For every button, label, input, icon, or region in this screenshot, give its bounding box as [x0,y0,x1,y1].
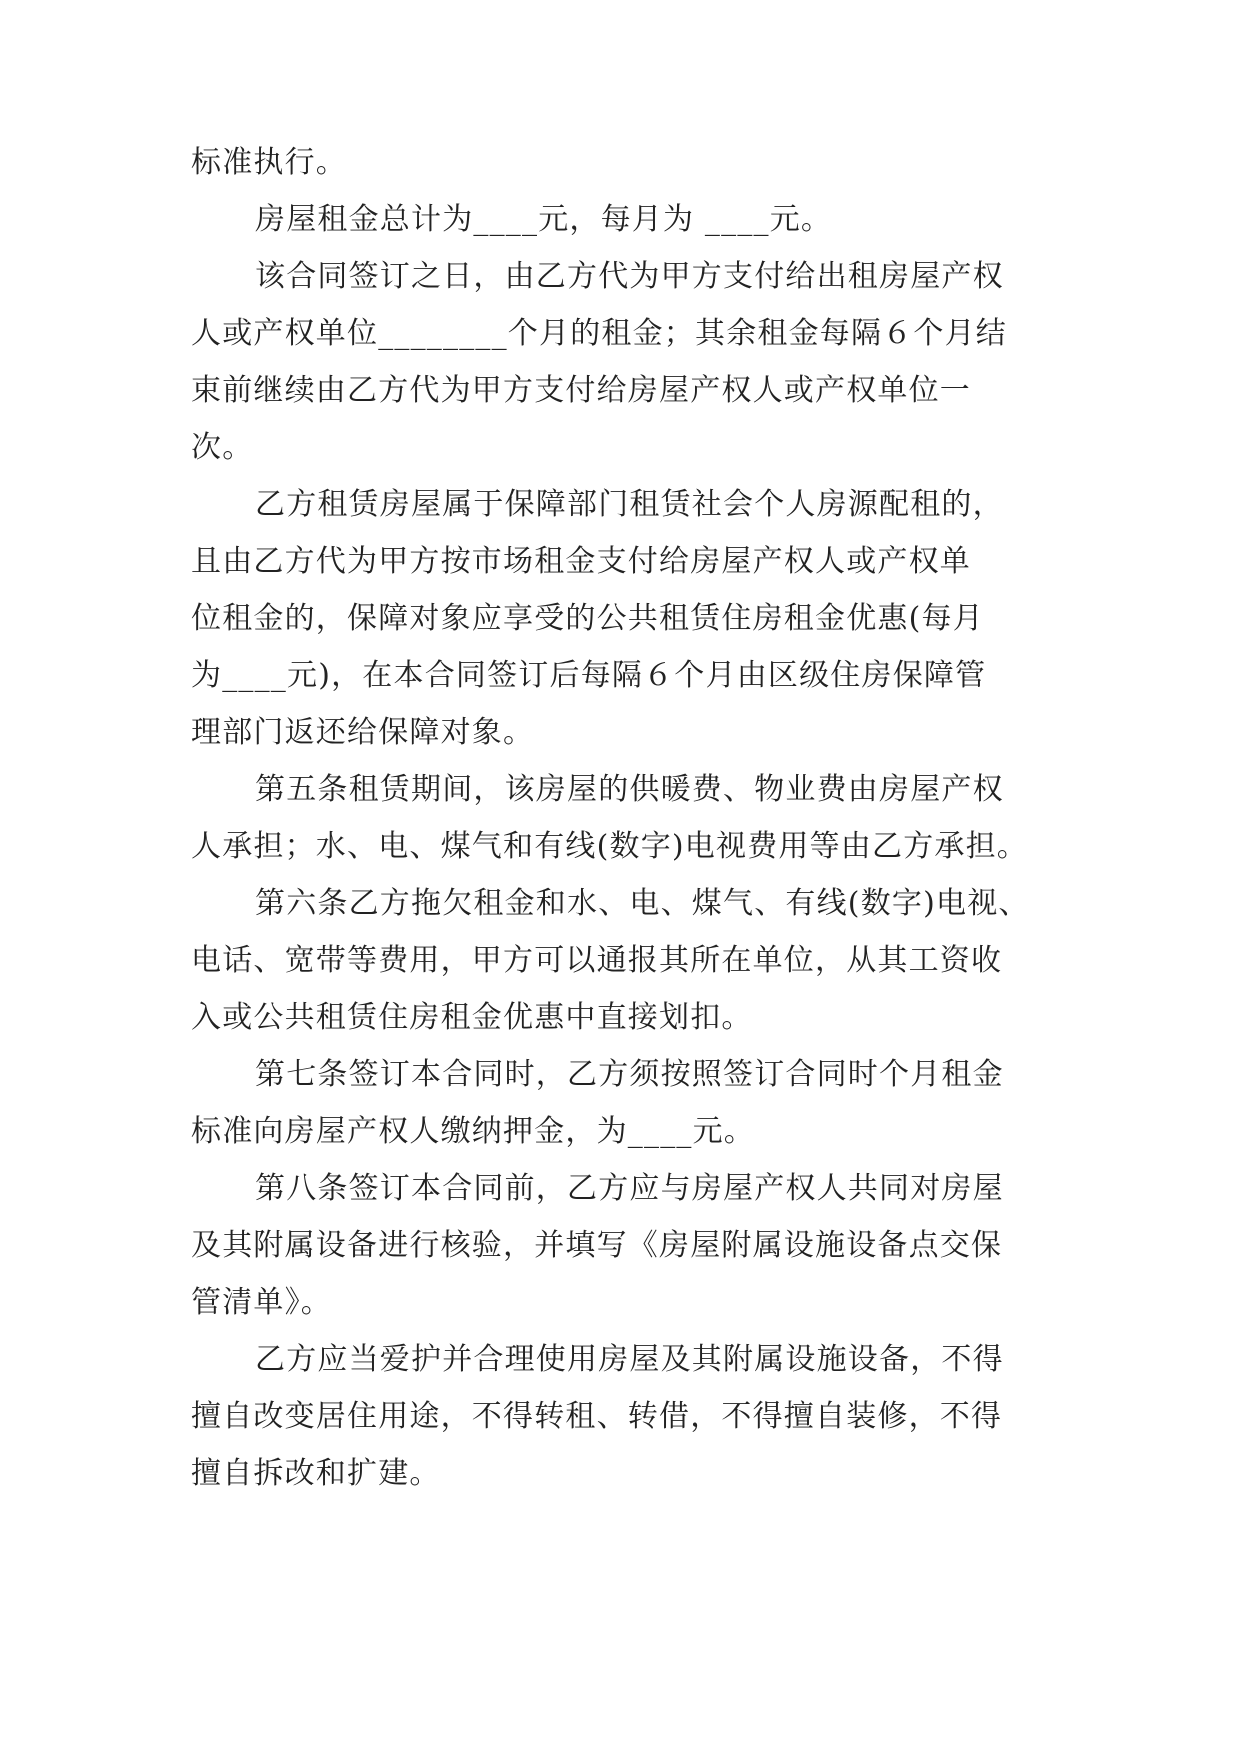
text-line-7: 乙方租赁房屋属于保障部门租赁社会个人房源配租的， [255,487,1004,522]
text-line-18: 标准向房屋产权人缴纳押金，为____元。 [191,1114,755,1149]
text-line-10: 为____元)，在本合同签订后每隔６个月由区级住房保障管 [191,658,987,693]
text-line-12: 第五条租赁期间，该房屋的供暖费、物业费由房屋产权 [255,772,1004,807]
text-line-22: 乙方应当爱护并合理使用房屋及其附属设施设备，不得 [255,1342,1004,1377]
text-line-8: 且由乙方代为甲方按市场租金支付给房屋产权人或产权单 [191,544,971,579]
text-line-21: 管清单》。 [191,1285,332,1320]
text-line-4: 人或产权单位________个月的租金；其余租金每隔６个月结 [191,316,1007,351]
text-line-15: 电话、宽带等费用，甲方可以通报其所在单位，从其工资收 [191,943,1003,978]
text-line-20: 及其附属设备进行核验，并填写《房屋附属设施设备点交保 [191,1228,1003,1263]
text-line-14: 第六条乙方拖欠租金和水、电、煤气、有线(数字)电视、 [255,886,1030,921]
text-line-16: 入或公共租赁住房租金优惠中直接划扣。 [191,1000,753,1035]
text-line-9: 位租金的，保障对象应享受的公共租赁住房租金优惠(每月 [191,601,984,636]
text-line-19: 第八条签订本合同前，乙方应与房屋产权人共同对房屋 [255,1171,1004,1206]
text-line-2: 房屋租金总计为____元，每月为 ____元。 [255,202,833,237]
text-line-3: 该合同签订之日，由乙方代为甲方支付给出租房屋产权 [255,259,1004,294]
text-line-17: 第七条签订本合同时，乙方须按照签订合同时个月租金 [255,1057,1004,1092]
text-line-1: 标准执行。 [191,145,347,180]
text-line-13: 人承担；水、电、煤气和有线(数字)电视费用等由乙方承担。 [191,829,1029,864]
text-line-6: 次。 [191,430,254,465]
text-line-23: 擅自改变居住用途，不得转租、转借，不得擅自装修，不得 [191,1399,1003,1434]
text-line-5: 束前继续由乙方代为甲方支付给房屋产权人或产权单位一 [191,373,971,408]
text-line-11: 理部门返还给保障对象。 [191,715,535,750]
text-line-24: 擅自拆改和扩建。 [191,1456,441,1491]
